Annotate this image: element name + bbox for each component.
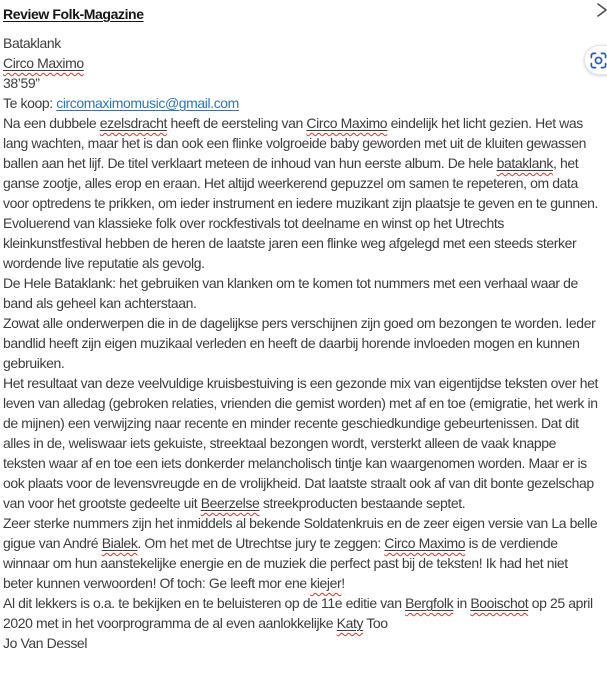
text-run: streekproducten bestaande septet.	[259, 495, 466, 511]
underlined-misspelled-term	[100, 115, 167, 131]
text-run: op 25 april 2020 met in het voorprogramma de al even aanlokkelijke	[3, 595, 597, 631]
meta-line	[3, 33, 601, 53]
underlined-misspelled-term	[201, 495, 260, 511]
underlined-misspelled-term	[3, 55, 84, 71]
email-link[interactable]: circomaximomusic@gmail.com	[56, 95, 239, 111]
screen-capture-icon	[590, 52, 607, 69]
paragraph	[3, 633, 601, 653]
spellcheck-squiggle: Circo Maximo	[384, 535, 466, 551]
screen-capture-button[interactable]	[584, 45, 607, 75]
text-run: heeft de eersteling van	[166, 115, 307, 131]
underlined-misspelled-term	[102, 535, 138, 551]
text-run: Zowat alle onderwerpen die in de dagelijkse pers verschijnen zijn goed om bezongen te worden. Ieder bandlid heeft zijn eigen muzikaal verleden en heeft de daarbij horende invloeden mogen en kunnen gebruiken.	[3, 315, 599, 371]
spellcheck-squiggle: bataklank	[496, 155, 553, 171]
text-run: Te koop:	[3, 95, 57, 111]
meta-line	[3, 73, 601, 93]
text-run: Al dit lekkers is o.a. te bekijken en te beluisteren op de 11e editie van	[3, 595, 406, 611]
underlined-misspelled-term	[384, 535, 465, 551]
spellcheck-squiggle: Bergfolk	[405, 595, 454, 611]
text-run: Het resultaat van deze veelvuldige kruisbestuiving is een gezonde mix van eigentijdse teksten over het leven van alledag (gebroken relaties, vrienden die gemist worden) met af en toe (emigratie, het werk in de mijnen) een verwijzing naar recente en minder recente geschiedkundige gebeurtenissen. Dat dit alles in de, weliswaar iets gekuiste, streektaal bezongen wordt, versterkt alleen de vaak knappe teksten waar af en toe een iets donkerder melancholisch tintje kan waargenomen worden. Maar er is ook plaats voor de levensvreugde en de vrolijkheid. Dat laatste straalt ook af van dit bonte gezelschap van voor het grootste gedeelte uit	[3, 375, 602, 511]
underlined-misspelled-term	[497, 155, 553, 171]
text-run: Too	[363, 615, 388, 631]
paragraph	[3, 273, 601, 313]
spellcheck-squiggle: Bialek	[101, 535, 138, 551]
underlined-misspelled-term	[306, 115, 387, 131]
album-info-block	[3, 33, 601, 113]
paragraph	[3, 373, 601, 513]
text-run: Jo Van Dessel	[3, 635, 88, 651]
spellcheck-squiggle: Beerzelse	[200, 495, 260, 511]
misspelled-term: kiejer	[310, 575, 342, 591]
meta-line	[3, 53, 601, 73]
text-run: Bataklank	[3, 35, 61, 51]
review-body	[3, 113, 601, 653]
underlined-misspelled-term	[470, 595, 528, 611]
underlined-misspelled-term	[337, 615, 363, 631]
text-run: in	[453, 595, 471, 611]
text-run: 38’59”	[3, 75, 40, 91]
chevron-right-icon	[595, 2, 607, 18]
spellcheck-squiggle: Booischot	[470, 595, 529, 611]
spellcheck-squiggle: Circo Maximo	[306, 115, 388, 131]
meta-line	[3, 93, 601, 113]
spellcheck-squiggle: Katy	[336, 615, 364, 631]
paragraph	[3, 513, 601, 593]
text-run: is de verdiende winnaar om hun aanstekelijke energie en de muziek die perfect past bij de teksten! Ik had het niet beter kunnen verwoorden! Of toch: Ge leeft mor ene	[3, 535, 572, 591]
spellcheck-squiggle: ezelsdracht	[99, 115, 167, 131]
text-run: Zeer sterke nummers zijn het inmiddels al bekende Soldatenkruis en de zeer eigen versie van La belle gigue van André	[3, 515, 601, 551]
paragraph	[3, 593, 601, 633]
document-title: Review Folk-Magazine	[3, 6, 144, 22]
paragraph	[3, 113, 601, 273]
underlined-misspelled-term	[405, 595, 453, 611]
spellcheck-squiggle: Circo Maximo	[3, 55, 84, 71]
collapse-panel-button[interactable]	[594, 2, 607, 20]
text-run: eindelijk het licht gezien. Het was lang wachten, maar het is dan ook een flinke volgroeide baby geworden met uit de kluiten gewassen ballen aan het lijf. De titel verklaart meteen de inhoud van hun eerste album. De hele	[3, 115, 590, 171]
text-run: De Hele Bataklank: het gebruiken van klanken om te komen tot nummers met een verhaal waar de band als geheel kan achterstaan.	[3, 275, 582, 311]
text-run: Na een dubbele	[3, 115, 100, 131]
paragraph	[3, 313, 601, 373]
text-run: , het ganse zootje, alles erop en eraan. Het altijd weerkerend gepuzzel om samen te repeteren, om data voor optredens te prikken, om ieder instrument en iedere muzikant zijn plaatsje te geven en te gunnen. Evoluerend van klassieke folk over rockfestivals tot deelname en winst op het Utrechts kleinkunstfestival hebben de heren de laatste jaren een flinke weg afgelegd met een steeds sterker wordende live reputatie als gevolg.	[3, 155, 602, 271]
text-run: !	[341, 575, 345, 591]
text-run: . Om het met de Utrechtse jury te zeggen:	[137, 535, 385, 551]
